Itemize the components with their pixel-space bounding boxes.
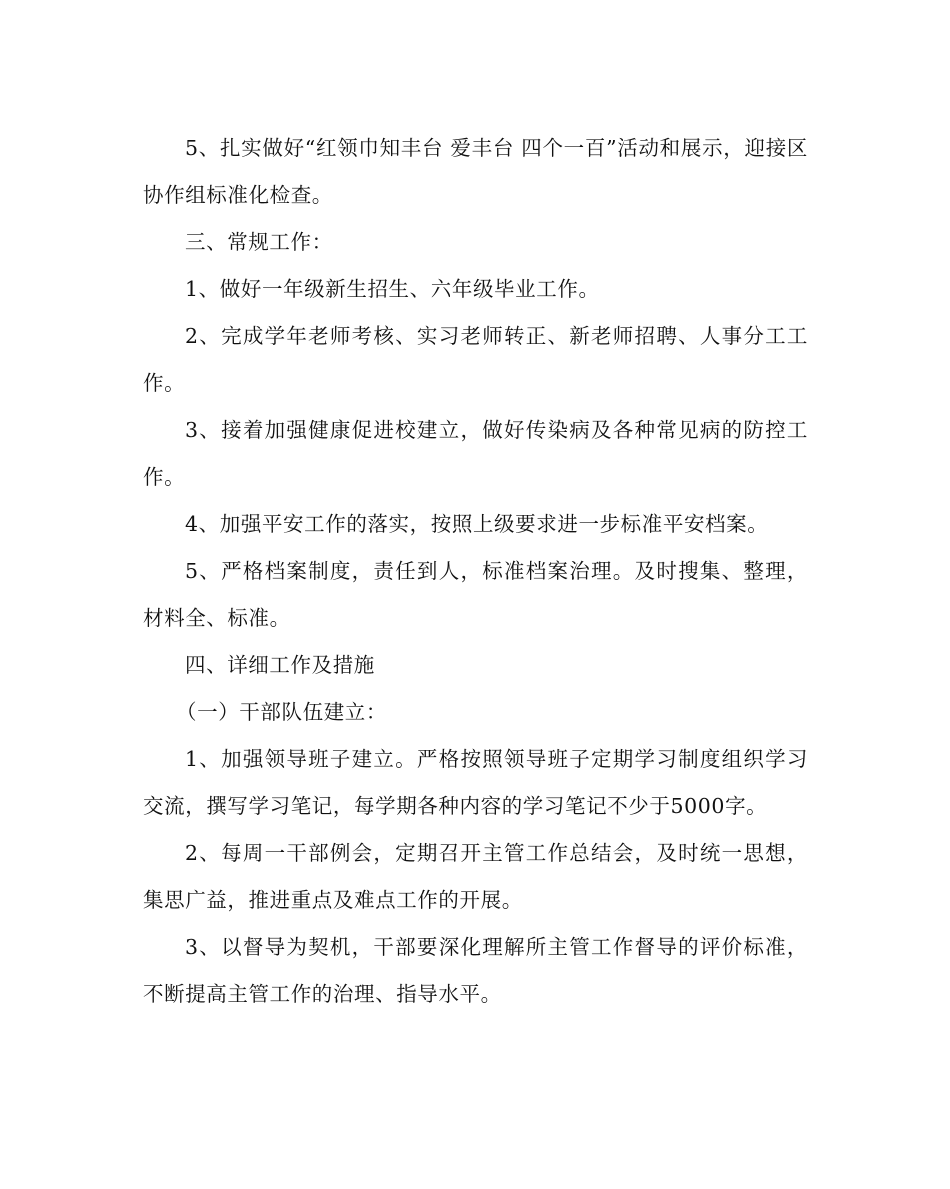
paragraph-item-3-supervision: 3、以督导为契机，干部要深化理解所主管工作督导的评价标准，不断提高主管工作的治理、指导水平。 [143,935,808,1006]
subsection-heading-cadre-team: （一）干部队伍建立： [176,700,387,724]
paragraph-item-1-leadership: 1、加强领导班子建立。严格按照领导班子定期学习制度组织学习交流，撰写学习笔记，每学期各种内容的学习笔记不少于5000字。 [143,747,808,818]
paragraph-item-3-health-promotion: 3、接着加强健康促进校建立，做好传染病及各种常见病的防控工作。 [143,418,808,489]
paragraph-item-1-enrollment: 1、做好一年级新生招生、六年级毕业工作。 [185,277,600,301]
section-heading-routine-work: 三、常规工作： [185,230,333,254]
section-heading-detailed-measures: 四、详细工作及措施 [185,653,375,677]
paragraph-item-4-safety: 4、加强平安工作的落实，按照上级要求进一步标准平安档案。 [185,512,769,536]
paragraph-item-2-teacher-assessment: 2、完成学年老师考核、实习老师转正、新老师招聘、人事分工工作。 [143,324,808,395]
paragraph-item-2-weekly-meeting: 2、每周一干部例会，定期召开主管工作总结会，及时统一思想，集思广益，推进重点及难点工作的开展。 [143,841,808,912]
document-body [143,125,808,1018]
paragraph-item-5-archives: 5、严格档案制度，责任到人，标准档案治理。及时搜集、整理，材料全、标准。 [143,559,808,630]
paragraph-item-5-activity: 5、扎实做好“红领巾知丰台 爱丰台 四个一百”活动和展示，迎接区协作组标准化检查。 [143,136,808,207]
